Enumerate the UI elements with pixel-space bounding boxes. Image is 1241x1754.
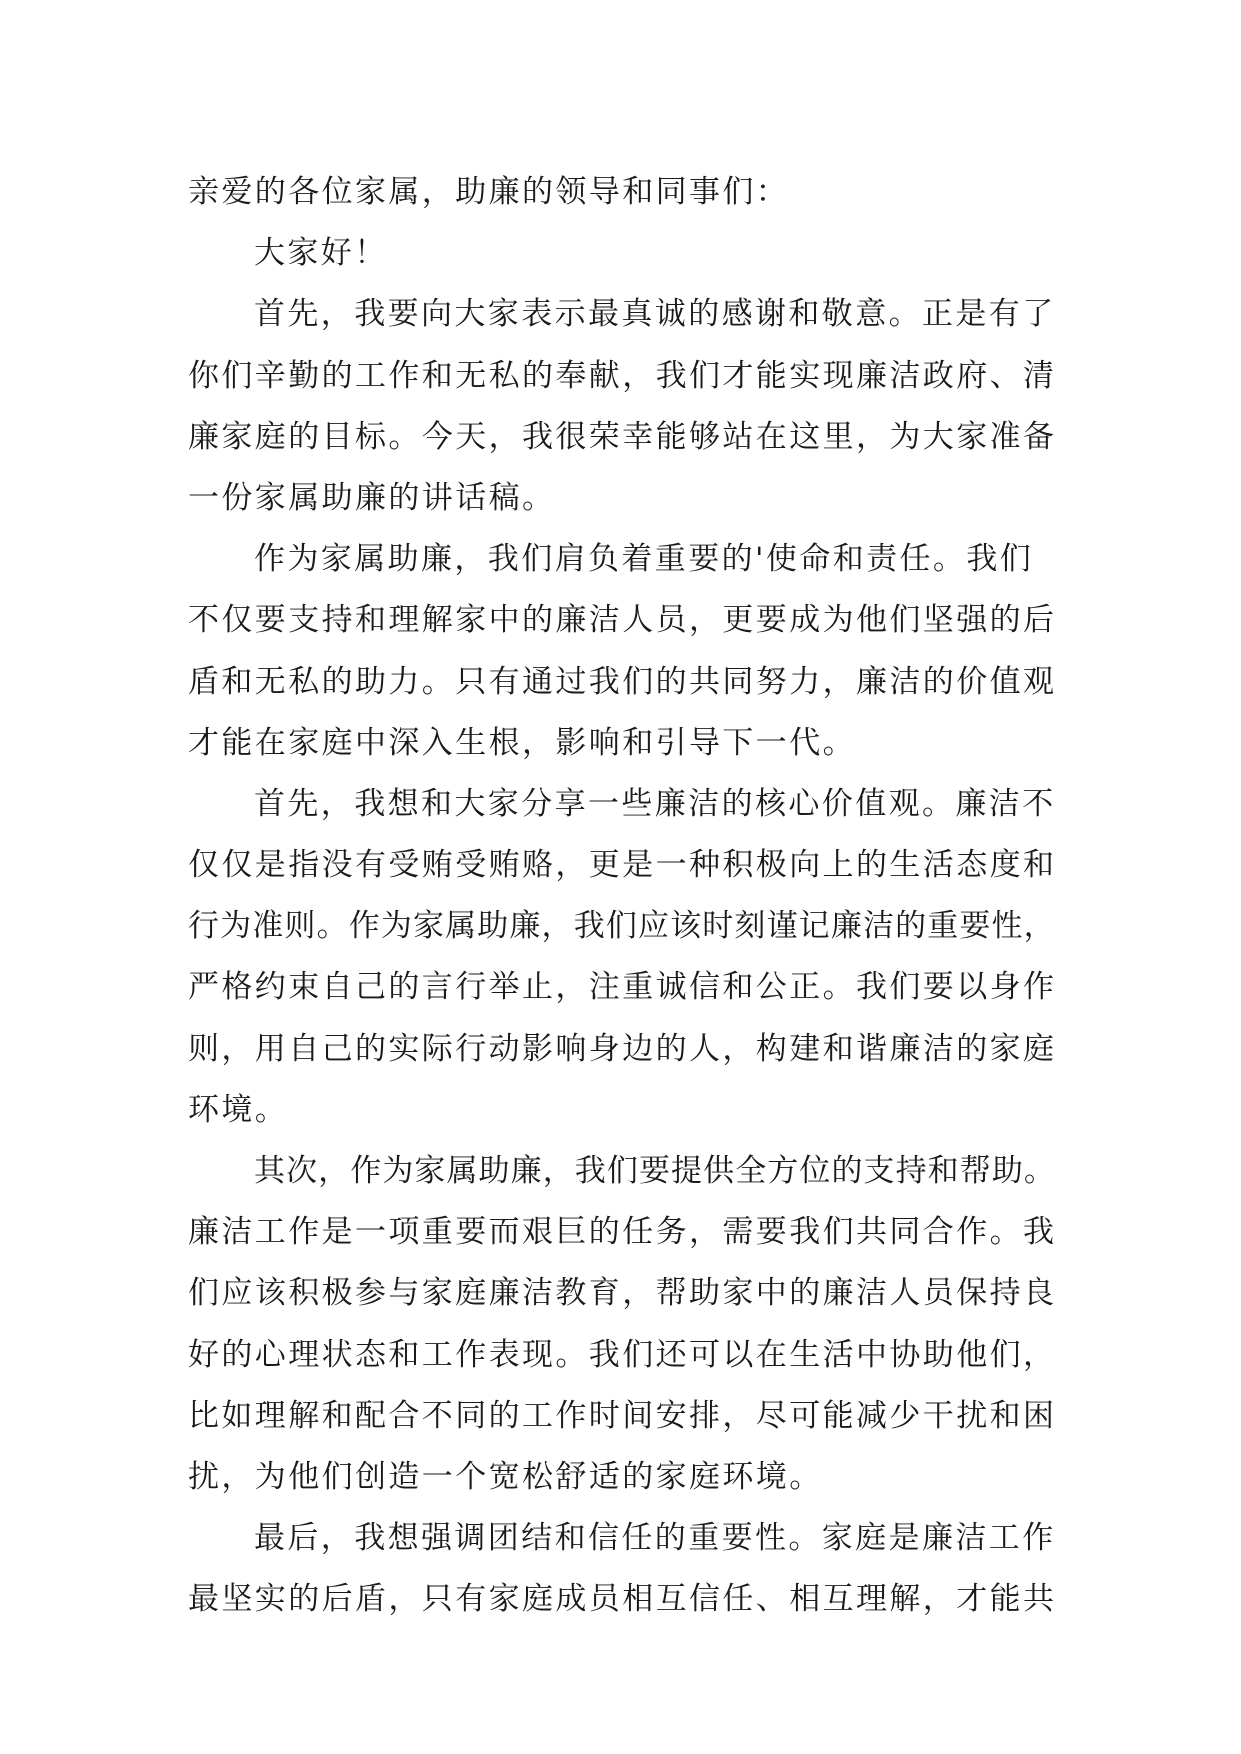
text-line: 廉家庭的目标。今天，我很荣幸能够站在这里，为大家准备 [188,418,1057,455]
salutation-line: 亲爱的各位家属，助廉的领导和同事们： [188,174,790,210]
text-line: 首先，我想和大家分享一些廉洁的核心价值观。廉洁不 [254,785,1056,822]
text-line: 盾和无私的助力。只有通过我们的共同努力，廉洁的价值观 [188,663,1057,700]
text-line: 作为家属助廉，我们肩负着重要的'使命和责任。我们 [254,541,1034,578]
text-line: 一份家属助廉的讲话稿。 [188,479,556,516]
text-line: 们应该积极参与家庭廉洁教育，帮助家中的廉洁人员保持良 [188,1275,1057,1312]
text-line: 最坚实的后盾，只有家庭成员相互信任、相互理解，才能共 [188,1581,1057,1618]
text-line: 则，用自己的实际行动影响身边的人，构建和谐廉洁的家庭 [188,1030,1057,1067]
text-line: 扰，为他们创造一个宽松舒适的家庭环境。 [188,1458,823,1495]
text-line: 最后，我想强调团结和信任的重要性。家庭是廉洁工作 [254,1520,1056,1557]
text-line: 环境。 [188,1091,289,1128]
text-line: 廉洁工作是一项重要而艰巨的任务，需要我们共同合作。我 [188,1214,1057,1251]
text-line: 你们辛勤的工作和无私的奉献，我们才能实现廉洁政府、清 [188,357,1057,394]
text-line: 仅仅是指没有受贿受贿赂，更是一种积极向上的生活态度和 [188,847,1057,884]
text-line: 才能在家庭中深入生根，影响和引导下一代。 [188,724,856,761]
greeting-line: 大家好！ [254,235,388,272]
text-line: 行为准则。作为家属助廉，我们应该时刻谨记廉洁的重要性， [188,908,1056,945]
text-line: 首先，我要向大家表示最真诚的感谢和敬意。正是有了 [254,296,1056,333]
document-body [188,162,1056,1631]
text-line: 严格约束自己的言行举止，注重诚信和公正。我们要以身作 [188,969,1057,1006]
text-line: 其次，作为家属助廉，我们要提供全方位的支持和帮助。 [254,1153,1056,1189]
text-line: 不仅要支持和理解家中的廉洁人员，更要成为他们坚强的后 [188,602,1057,639]
text-line: 比如理解和配合不同的工作时间安排，尽可能减少干扰和困 [188,1397,1057,1434]
text-line: 好的心理状态和工作表现。我们还可以在生活中协助他们， [188,1336,1057,1373]
